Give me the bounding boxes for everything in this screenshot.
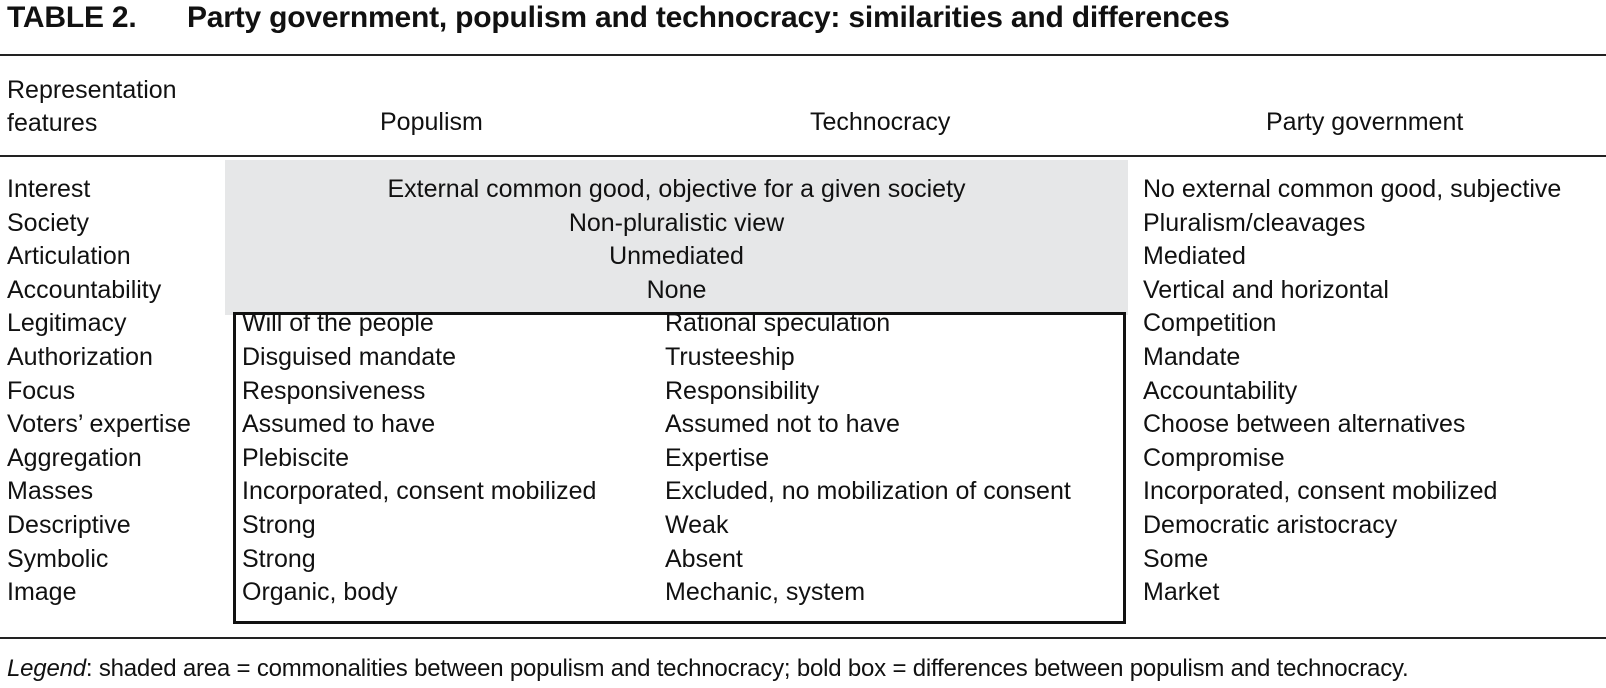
populism-cell: Incorporated, consent mobilized bbox=[242, 477, 597, 505]
populism-cell: Disguised mandate bbox=[242, 343, 457, 371]
feature-label: Focus bbox=[7, 377, 76, 405]
party-government-cell: Compromise bbox=[1143, 444, 1285, 472]
party-government-cell: Vertical and horizontal bbox=[1143, 276, 1389, 304]
party-government-cell: Competition bbox=[1143, 309, 1277, 337]
shared-cell: Unmediated bbox=[609, 242, 744, 270]
legend-label: Legend bbox=[7, 655, 86, 682]
feature-label: Symbolic bbox=[7, 545, 109, 573]
party-government-cell: Democratic aristocracy bbox=[1143, 511, 1398, 539]
populism-cell: Strong bbox=[242, 545, 316, 573]
populism-cell: Assumed to have bbox=[242, 410, 436, 438]
party-government-cell: Choose between alternatives bbox=[1143, 410, 1466, 438]
feature-label: Society bbox=[7, 209, 89, 237]
feature-label: Articulation bbox=[7, 242, 131, 270]
shared-cell: External common good, objective for a given society bbox=[387, 175, 966, 203]
populism-cell: Organic, body bbox=[242, 578, 398, 606]
party-government-cell: Incorporated, consent mobilized bbox=[1143, 477, 1498, 505]
party-government-cell: Accountability bbox=[1143, 377, 1298, 405]
party-government-cell: Market bbox=[1143, 578, 1220, 606]
technocracy-cell: Responsibility bbox=[665, 377, 820, 405]
table-title bbox=[7, 1, 1230, 35]
feature-label: Image bbox=[7, 578, 77, 606]
header-populism: Populism bbox=[380, 108, 483, 136]
feature-label: Voters’ expertise bbox=[7, 410, 191, 438]
feature-label: Masses bbox=[7, 477, 94, 505]
feature-label: Aggregation bbox=[7, 444, 142, 472]
party-government-cell: No external common good, subjective bbox=[1143, 175, 1562, 203]
table-title-text: Party government, populism and technocracy: similarities and differences bbox=[187, 1, 1230, 34]
party-government-cell: Mediated bbox=[1143, 242, 1246, 270]
header-party-government: Party government bbox=[1266, 108, 1464, 136]
technocracy-cell: Expertise bbox=[665, 444, 770, 472]
populism-cell: Strong bbox=[242, 511, 316, 539]
party-government-cell: Mandate bbox=[1143, 343, 1241, 371]
shared-cell: None bbox=[646, 276, 707, 304]
technocracy-cell: Weak bbox=[665, 511, 729, 539]
header-rule bbox=[0, 155, 1606, 157]
legend-text: : shaded area = commonalities between populism and technocracy; bold box = differences between populism and technocracy. bbox=[85, 655, 1409, 682]
populism-cell: Plebiscite bbox=[242, 444, 349, 472]
party-government-cell: Some bbox=[1143, 545, 1209, 573]
header-technocracy: Technocracy bbox=[810, 108, 951, 136]
feature-label: Authorization bbox=[7, 343, 153, 371]
populism-cell: Will of the people bbox=[242, 309, 434, 337]
feature-label: Interest bbox=[7, 175, 91, 203]
technocracy-cell: Assumed not to have bbox=[665, 410, 900, 438]
table-number: TABLE 2. bbox=[7, 1, 137, 34]
shared-cell: Non-pluralistic view bbox=[568, 209, 785, 237]
technocracy-cell: Mechanic, system bbox=[665, 578, 866, 606]
technocracy-cell: Rational speculation bbox=[665, 309, 891, 337]
party-government-cell: Pluralism/cleavages bbox=[1143, 209, 1366, 237]
feature-label: Accountability bbox=[7, 276, 162, 304]
table-legend bbox=[7, 655, 1408, 683]
header-features: Representation features bbox=[7, 76, 177, 137]
bottom-rule bbox=[0, 637, 1606, 639]
feature-label: Legitimacy bbox=[7, 309, 127, 337]
technocracy-cell: Excluded, no mobilization of consent bbox=[665, 477, 1071, 505]
technocracy-cell: Trusteeship bbox=[665, 343, 795, 371]
technocracy-cell: Absent bbox=[665, 545, 743, 573]
populism-cell: Responsiveness bbox=[242, 377, 426, 405]
top-rule bbox=[0, 54, 1606, 56]
feature-label: Descriptive bbox=[7, 511, 131, 539]
